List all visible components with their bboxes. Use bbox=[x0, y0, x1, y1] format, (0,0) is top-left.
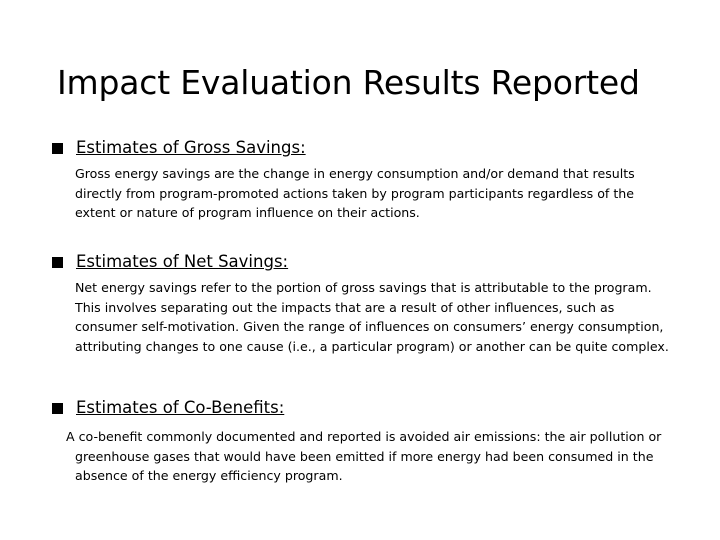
section-heading: Estimates of Co-Benefits: bbox=[76, 398, 285, 417]
section-heading: Estimates of Net Savings: bbox=[76, 252, 289, 271]
section-heading-row bbox=[52, 136, 692, 160]
section-heading: Estimates of Gross Savings: bbox=[76, 138, 306, 157]
section-net-savings bbox=[52, 250, 692, 356]
section-gross-savings bbox=[52, 136, 692, 223]
square-bullet-icon bbox=[52, 257, 63, 268]
section-heading-row bbox=[52, 250, 692, 274]
section-co-benefits bbox=[52, 396, 692, 486]
section-body: Gross energy savings are the change in energy consumption and/or demand that results directly from program-promoted actions taken by program participants regardless of the extent or nature of program influence on their actions. bbox=[75, 166, 635, 220]
section-body: A co-benefit commonly documented and reported is avoided air emissions: the air pollution or greenhouse gases that would have been emitted if more energy had been consumed in the absence of the energy efficiency program. bbox=[66, 429, 662, 483]
slide-title: Impact Evaluation Results Reported bbox=[57, 63, 640, 102]
section-heading-row bbox=[52, 396, 692, 420]
section-body: Net energy savings refer to the portion of gross savings that is attributable to the program. This involves separating out the impacts that are a result of other influences, such as consumer self-motivation. Given the range of influences on consumers’ energy consumption, attributing changes to one cause (i.e., a particular program) or another can be quite complex. bbox=[75, 280, 669, 354]
square-bullet-icon bbox=[52, 143, 63, 154]
square-bullet-icon bbox=[52, 403, 63, 414]
